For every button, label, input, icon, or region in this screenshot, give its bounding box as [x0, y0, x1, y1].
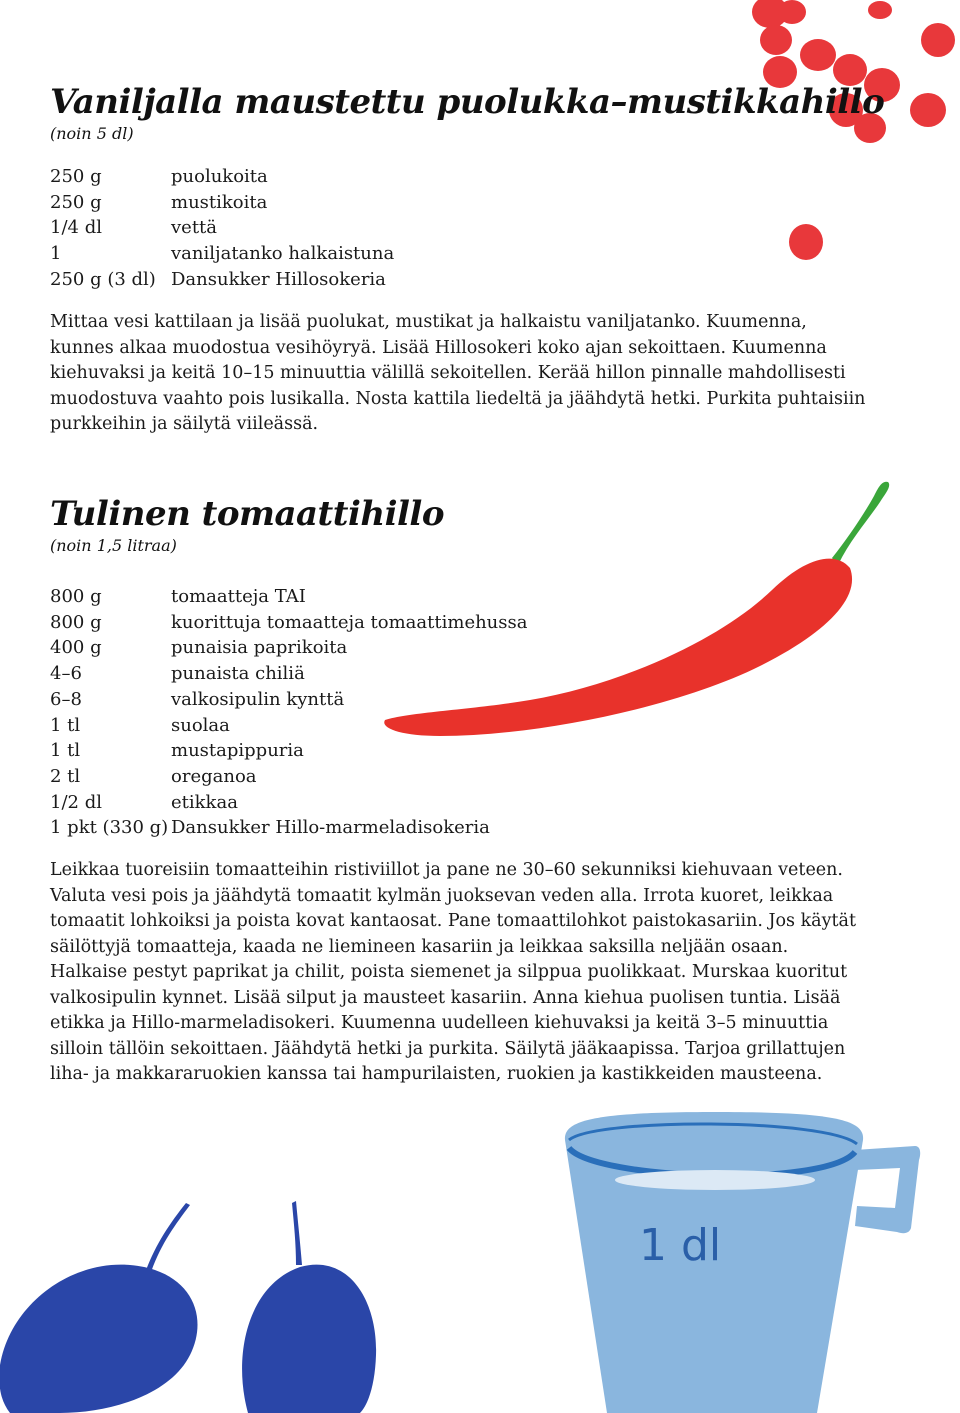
- recipe-1-yield: (noin 5 dl): [50, 124, 134, 143]
- plum-stem: [145, 1203, 190, 1275]
- lingonberries-illustration: [740, 0, 960, 270]
- ingredient-row: [50, 687, 527, 713]
- ingredient-row: [50, 610, 527, 636]
- ingredient-amount: 1 pkt (330 g): [50, 817, 169, 839]
- ingredient-name: puolukoita: [171, 166, 268, 187]
- berry: [778, 0, 806, 24]
- recipe-2-yield: (noin 1,5 litraa): [50, 536, 177, 555]
- ingredient-row: [50, 635, 527, 661]
- berry: [760, 25, 792, 55]
- ingredient-row: [50, 190, 394, 216]
- ingredient-amount: 4–6: [50, 663, 82, 685]
- berry: [868, 1, 892, 19]
- ingredient-name: suolaa: [171, 714, 230, 736]
- berry: [921, 23, 955, 57]
- recipe-2-method: Leikkaa tuoreisiin tomaatteihin ristiviillot ja pane ne 30–60 sekunniksi kiehuvaan veteen. Valuta vesi pois ja jäähdytä tomaatit kylmän juoksevan veden alla. Irrota kuoret, leikkaa tomaatit lohkoiksi ja poista kovat kantaosat. Pane tomaattilohkot paistokasariin. Jos käytät säilöttyjä tomaatteja, kaada ne liemineen kasariin ja leikkaa saksilla neljään osaan. Halkaise pestyt paprikat ja chilit, poista siemenet ja silppua puolikkaat. Murskaa kuoritut valkosipulin kynnet. Lisää silput ja mausteet kasariin. Anna kiehua puolisen tuntia. Lisää etikka ja Hillo-marmeladisokeri. Kuumenna uudelleen kiehuvaksi ja keitä 3–5 minuuttia silloin tällöin sekoittaen. Jäähdytä hetki ja purkita. Säilytä jääkaapissa. Tarjoa grillattujen liha- ja makkararuokien kanssa tai hampurilaisten, ruokien ja kastikkeiden mausteena.: [50, 860, 856, 1084]
- ingredient-amount: 1/4 dl: [50, 217, 102, 239]
- ingredient-row: [50, 815, 527, 841]
- ingredient-row: [50, 713, 527, 739]
- ingredient-name: punaisia paprikoita: [171, 637, 348, 659]
- recipe-2-title: Tulinen tomaattihillo: [50, 494, 445, 534]
- ingredient-name: Dansukker Hillosokeria: [171, 268, 386, 290]
- ingredient-name: punaista chiliä: [171, 663, 305, 685]
- berry: [800, 39, 836, 71]
- ingredient-amount: 250 g: [50, 191, 102, 213]
- ingredient-row: [50, 738, 527, 764]
- cup-label: 1 dl: [639, 1220, 722, 1271]
- ingredient-row: [50, 164, 394, 190]
- ingredient-name: mustapippuria: [171, 740, 304, 762]
- ingredient-amount: 800 g: [50, 586, 102, 607]
- plum-stem: [292, 1201, 302, 1265]
- ingredient-name: oreganoa: [171, 765, 257, 787]
- ingredient-amount: 1 tl: [50, 740, 81, 762]
- recipe-2-ingredients: [50, 584, 527, 841]
- ingredient-amount: 1/2 dl: [50, 791, 102, 813]
- chili-stem: [832, 482, 889, 565]
- ingredient-row: [50, 241, 394, 267]
- ingredient-row: [50, 661, 527, 687]
- ingredient-row: [50, 584, 527, 610]
- cup-handle: [855, 1146, 920, 1233]
- plum: [0, 1265, 198, 1413]
- plum: [242, 1265, 376, 1413]
- ingredient-amount: 250 g (3 dl): [50, 268, 156, 290]
- cup-milk: [615, 1170, 815, 1190]
- ingredient-name: valkosipulin kynttä: [171, 688, 345, 710]
- measuring-cup-illustration: [555, 1110, 925, 1413]
- ingredient-name: etikkaa: [171, 791, 238, 813]
- ingredient-name: tomaatteja TAI: [171, 586, 306, 607]
- ingredient-amount: 1: [50, 243, 62, 265]
- ingredient-name: mustikoita: [171, 191, 268, 213]
- recipe-1-method: Mittaa vesi kattilaan ja lisää puolukat, mustikat ja halkaistu vaniljatanko. Kuumenna, kunnes alkaa muodostua vesihöyryä. Lisää Hillosokeri koko ajan sekoittaen. Kuumenna kiehuvaksi ja keitä 10–15 minuuttia välillä sekoitellen. Kerää hillon pinnalle mahdollisesti muodostuva vaahto pois lusikalla. Nosta kattila liedeltä ja jäähdytä hetki. Purkita puhtaisiin purkkeihin ja säilytä viileässä.: [50, 312, 866, 434]
- ingredient-name: vettä: [171, 217, 218, 239]
- ingredient-amount: 250 g: [50, 166, 102, 187]
- ingredient-row: [50, 764, 527, 790]
- ingredient-amount: 400 g: [50, 637, 102, 659]
- ingredient-row: [50, 267, 394, 293]
- ingredient-row: [50, 215, 394, 241]
- plums-illustration: [0, 1195, 440, 1413]
- ingredient-name: kuorittuja tomaatteja tomaattimehussa: [171, 611, 528, 633]
- recipe-1-title: Vaniljalla maustettu puolukka–mustikkahillo: [50, 82, 885, 122]
- berry: [910, 93, 946, 127]
- ingredient-row: [50, 790, 527, 816]
- ingredient-amount: 2 tl: [50, 765, 81, 787]
- ingredient-name: Dansukker Hillo-marmeladisokeria: [171, 817, 490, 839]
- ingredient-amount: 800 g: [50, 611, 102, 633]
- berry: [789, 224, 823, 260]
- recipe-1-ingredients: [50, 164, 394, 293]
- ingredient-amount: 6–8: [50, 688, 82, 710]
- ingredient-name: vaniljatanko halkaistuna: [171, 243, 395, 265]
- ingredient-amount: 1 tl: [50, 714, 81, 736]
